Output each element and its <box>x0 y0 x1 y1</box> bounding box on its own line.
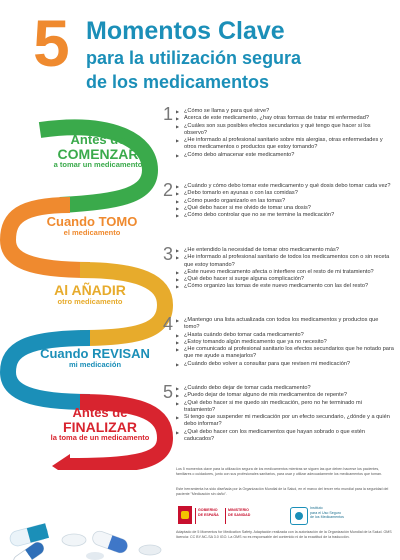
list-item: ▶ ¿Estoy tomando algún medicamento que ya no necesito? <box>176 339 394 346</box>
stage1-label-line1: Antes de <box>70 132 126 147</box>
stage1-label <box>38 133 158 169</box>
list-item: ▶ ¿Mantengo una lista actualizada con todos los medicamentos y productos que tomo? <box>176 317 394 332</box>
list-item: ▶ ¿Este nuevo medicamento afecta o interfiere con el resto de mi tratamiento? <box>176 269 394 276</box>
stage1-label-line2: COMENZAR <box>57 145 139 162</box>
list-item: ▶ ¿Qué debo hacer si me quedo sin medicación, pero no he terminado mi tratamiento? <box>176 400 394 415</box>
stage5-sub: la toma de un medicamento <box>50 433 150 443</box>
questions-list-3 <box>176 247 394 291</box>
logo3-line1: Instituto <box>310 506 323 510</box>
section-number-3: 3 <box>163 244 174 264</box>
stage2-sub: el medicamento <box>63 227 121 237</box>
list-item: ▶ ¿Cómo debo almacenar este medicamento? <box>176 152 394 159</box>
stage5-label <box>40 406 160 442</box>
stage4-sub: mi medicación <box>68 359 122 369</box>
pills-illustration <box>0 480 175 560</box>
stage4-label <box>20 347 170 369</box>
coat-of-arms-icon <box>178 506 192 524</box>
footer-text-3: Adaptado de 5 Momentos for Medication Safety. Adaptación realizada con la autorización de la Organización Mundial de la Salud. OMS licencia: CC BY-NC-SA 3.0 IGO. La OMS no es responsable del contenido ni de la exactitud de la traducción. <box>176 530 392 539</box>
stage2-label-line1: Cuando TOMO <box>46 214 138 229</box>
arrowhead-icon <box>52 454 70 470</box>
logo2-line1: MINISTERIO <box>228 508 249 512</box>
list-item: ▶ ¿Cuáles son sus posibles efectos secundarios y qué tengo que hacer si los observo? <box>176 123 394 138</box>
ismp-icon <box>290 507 308 525</box>
list-item: ▶ ¿Qué debo hacer si surge alguna complicación? <box>176 276 394 283</box>
logo3-line3: de los Medicamentos <box>310 515 344 520</box>
header-number: 5 <box>33 6 70 80</box>
questions-list-2 <box>176 183 394 219</box>
questions-list-5 <box>176 385 394 443</box>
footer-text-2: Este herramienta ha sido diseñada por la Organización Mundial de la Salud, en el marco del tercer reto mundial para la seguridad del paciente "Medicación sin daño". <box>176 487 389 496</box>
list-item: ▶ ¿Cómo organizo las tomas de este nuevo medicamento con las del resto? <box>176 283 394 290</box>
list-item: ▶ ¿Cómo puedo organizarlo en las tomas? <box>176 198 394 205</box>
page-subtitle-line2: de los medicamentos <box>86 72 270 92</box>
list-item: ▶ ¿Cómo debo controlar que no se me termine la medicación? <box>176 212 394 219</box>
list-item: ▶ Acerca de este medicamento, ¿hay otras formas de tratar mi enfermedad? <box>176 115 394 122</box>
logo1-line1: GOBIERNO <box>198 508 218 512</box>
stage5-label-line2: FINALIZAR <box>63 418 137 435</box>
list-item: ▶ ¿Hasta cuándo debo tomar cada medicamento? <box>176 332 394 339</box>
questions-list-4 <box>176 317 394 368</box>
questions-list-1 <box>176 108 394 159</box>
list-item: ▶ ¿Qué debo hacer si me olvido de tomar una dosis? <box>176 205 394 212</box>
list-item: ▶ ¿He comunicado al profesional sanitario los efectos secundarios que he notado para que me ayude a manejarlos? <box>176 346 394 361</box>
list-item: ▶ ¿Cuándo debo dejar de tomar cada medicamento? <box>176 385 394 392</box>
list-item: ▶ ¿Cómo se llama y para qué sirve? <box>176 108 394 115</box>
section-number-1: 1 <box>163 104 174 124</box>
stage2-label <box>22 215 162 237</box>
logo2-line2: DE SANIDAD <box>228 512 251 517</box>
page-subtitle-line1: para la utilización segura <box>86 48 302 68</box>
stage3-label <box>30 283 150 306</box>
stage5-label-line1: Antes de <box>72 405 128 420</box>
list-item: ▶ ¿He informado al profesional sanitario sobre mis alergias, otras enfermedades y otros medicamentos o productos que estoy tomando? <box>176 137 394 152</box>
footer-text-1: Los 5 momentos clave para la utilización segura de los medicamentos mientras se siguen las que deben hacerse los pacientes, familiares o cuidadores, junto con sus profesionales sanitarios, para usar y utilizar adecuadamente los medicamentos que toman. <box>176 467 382 476</box>
list-item: ▶ ¿He informado al profesional sanitario de todos los medicamentos con o sin receta que estoy tomando? <box>176 254 394 269</box>
list-item: ▶ Si tengo que suspender mi medicación por un efecto secundario, ¿dónde y a quién debo informar? <box>176 414 394 429</box>
ismp-logo <box>290 505 360 527</box>
list-item: ▶ ¿Qué debo hacer con los medicamentos que hayan sobrado o que estén caducados? <box>176 429 394 444</box>
logo3-line2: para el Uso Seguro <box>310 510 341 515</box>
government-logo <box>178 506 258 526</box>
section-number-4: 4 <box>163 314 174 334</box>
list-item: ▶ ¿Cuándo debo volver a consultar para que revisen mi medicación? <box>176 361 394 368</box>
stage1-sub: a tomar un medicamento <box>53 160 143 170</box>
list-item: ▶ ¿Debo tomarlo en ayunas o con las comidas? <box>176 190 394 197</box>
section-number-2: 2 <box>163 180 174 200</box>
list-item: ▶ ¿He entendido la necesidad de tomar otro medicamento más? <box>176 247 394 254</box>
stage3-sub: otro medicamento <box>57 296 123 306</box>
list-item: ▶ ¿Cuándo y cómo debo tomar este medicamento y qué dosis debo tomar cada vez? <box>176 183 394 190</box>
stage4-label-line1: Cuando REVISAN <box>40 346 150 361</box>
list-item: ▶ ¿Puedo dejar de tomar alguno de mis medicamentos de repente? <box>176 392 394 399</box>
page-title: Momentos Clave <box>86 17 285 45</box>
logo1-line2: DE ESPAÑA <box>198 512 219 517</box>
stage3-label-line1: Al AÑADIR <box>54 282 126 298</box>
section-number-5: 5 <box>163 382 174 402</box>
